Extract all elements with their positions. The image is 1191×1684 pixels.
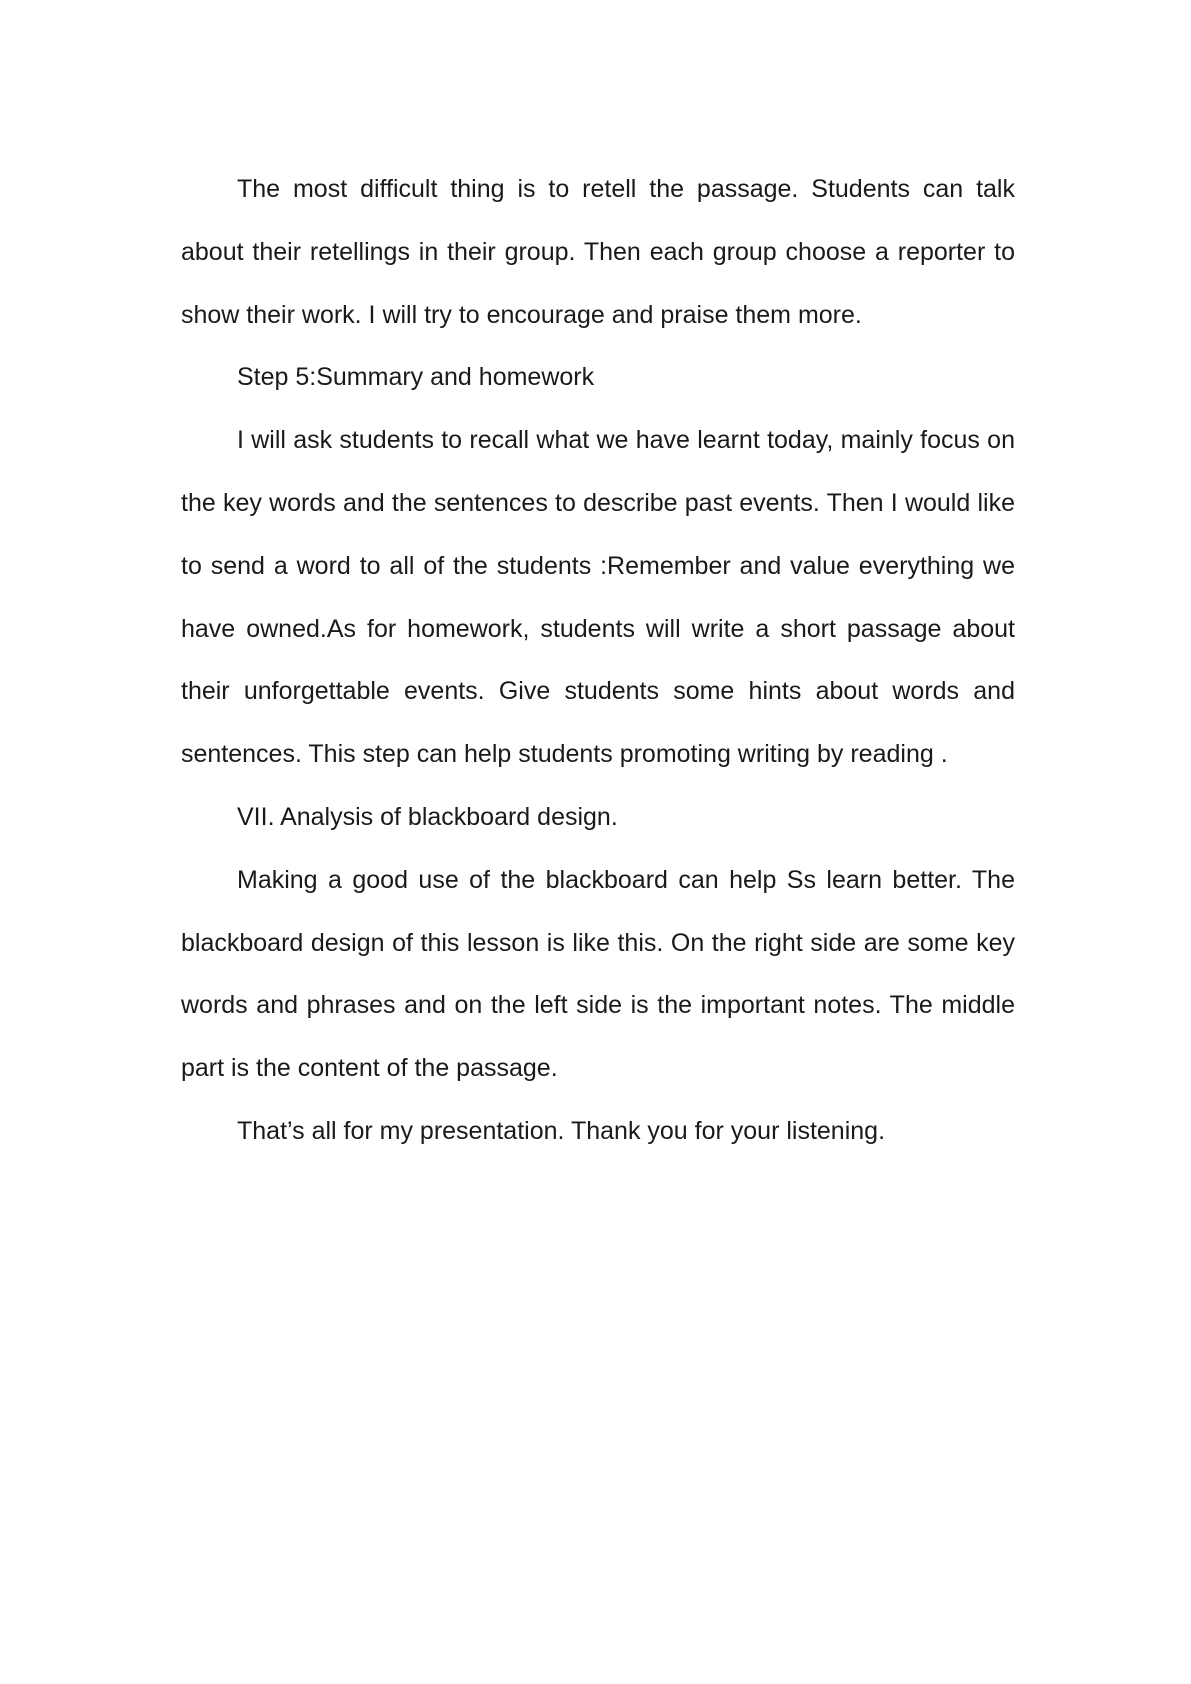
paragraph-closing: That’s all for my presentation. Thank you for your listening. xyxy=(237,1116,886,1145)
document-body xyxy=(181,158,1015,1163)
paragraph-retell-passage: The most difficult thing is to retell the passage. Students can talk about their retellings in their group. Then each group choose a reporter to show their work. I will try to encourage and praise them more. xyxy=(181,175,1015,329)
heading-blackboard-design: VII. Analysis of blackboard design. xyxy=(237,802,618,831)
paragraph-blackboard-design: Making a good use of the blackboard can help Ss learn better. The blackboard design of this lesson is like this. On the right side are some key words and phrases and on the left side is the important notes. The middle part is the content of the passage. xyxy=(181,865,1015,1083)
paragraph-summary-homework: I will ask students to recall what we have learnt today, mainly focus on the key words and the sentences to describe past events. Then I would like to send a word to all of the students :Remember and value everything we have owned.As for homework, students will write a short passage about their unforgettable events. Give students some hints about words and sentences. This step can help students promoting writing by reading . xyxy=(181,426,1015,769)
heading-step-5-summary: Step 5:Summary and homework xyxy=(237,363,595,392)
